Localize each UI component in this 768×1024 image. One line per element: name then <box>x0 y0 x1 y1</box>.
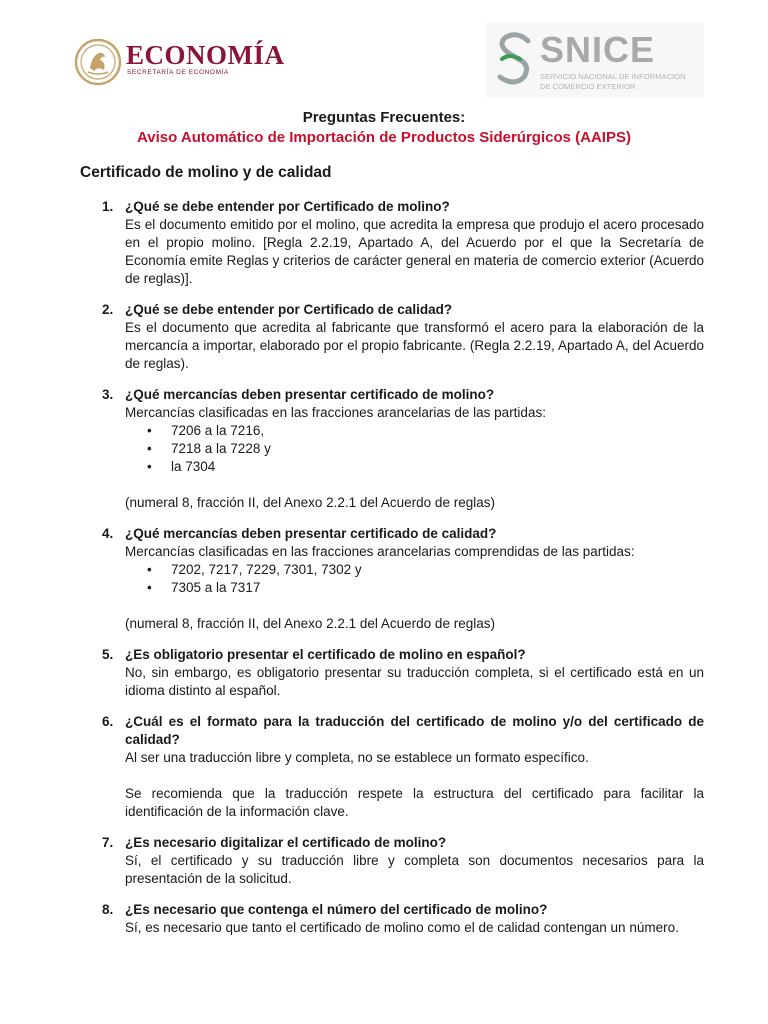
faq-answer: Sí, es necesario que tanto el certificado de molino como el de calidad contengan un número. <box>125 920 679 935</box>
faq-reference: (numeral 8, fracción II, del Anexo 2.2.1 del Acuerdo de reglas) <box>125 616 495 631</box>
snice-subtitle-line-1: SERVICIO NACIONAL DE INFORMACIÓN <box>540 72 686 81</box>
faq-question: ¿Qué se debe entender por Certificado de molino? <box>125 199 450 214</box>
title-line-2: Aviso Automático de Importación de Productos Siderúrgicos (AAIPS) <box>137 129 631 146</box>
faq-number: 1. <box>102 199 114 214</box>
faq-question: ¿Qué mercancías deben presentar certificado de molino? <box>125 387 495 402</box>
faq-item-3 <box>102 386 704 512</box>
faq-number: 4. <box>102 526 114 541</box>
faq-question: ¿Es obligatorio presentar el certificado de molino en español? <box>125 647 526 662</box>
faq-number: 7. <box>102 835 114 850</box>
document-title <box>0 108 768 148</box>
faq-answer: Sí, el certificado y su traducción libre y completa son documentos necesarios para la presentación de la solicitud. <box>125 853 704 886</box>
faq-question: ¿Qué se debe entender por Certificado de calidad? <box>125 302 453 317</box>
bullet-list <box>125 422 704 476</box>
list-item: • 7202, 7217, 7229, 7301, 7302 y <box>171 561 704 579</box>
title-line-1: Preguntas Frecuentes: <box>302 109 466 126</box>
faq-answer: Es el documento que acredita al fabricante que transformó el acero para la elaboración de la mercancía a importar, elaborado por el propio fabricante. (Regla 2.2.19, Apartado A, del Acuerdo de reglas). <box>125 320 704 371</box>
faq-answer-extra: Se recomienda que la traducción respete la estructura del certificado para facilitar la identificación de la información clave. <box>125 786 704 819</box>
faq-number: 3. <box>102 387 114 402</box>
faq-item-4 <box>102 525 704 633</box>
mexico-seal-icon <box>74 38 122 86</box>
section-title: Certificado de molino y de calidad <box>80 164 332 181</box>
faq-question: ¿Cuál es el formato para la traducción del certificado de molino y/o del certificado de calidad? <box>125 714 704 747</box>
faq-answer: Es el documento emitido por el molino, que acredita la empresa que produjo el acero procesado en el propio molino. [Regla 2.2.19, Apartado A, del Acuerdo por el que la Secretaría de Economía emite Reglas y criterios de carácter general en materia de comercio exterior (Acuerdo de reglas)]. <box>125 217 704 286</box>
faq-question: ¿Qué mercancías deben presentar certificado de calidad? <box>125 526 497 541</box>
faq-item-1 <box>102 198 704 288</box>
list-item: • 7206 a la 7216, <box>171 422 704 440</box>
faq-question: ¿Es necesario digitalizar el certificado de molino? <box>125 835 447 850</box>
faq-item-2 <box>102 301 704 373</box>
faq-number: 5. <box>102 647 114 662</box>
faq-item-6 <box>102 713 704 821</box>
faq-item-5 <box>102 646 704 700</box>
faq-question: ¿Es necesario que contenga el número del certificado de molino? <box>125 902 548 917</box>
snice-s-icon <box>494 29 536 89</box>
faq-item-7 <box>102 834 704 888</box>
economia-wordmark: ECONOMÍA <box>126 40 285 70</box>
faq-item-8 <box>102 901 704 937</box>
faq-number: 6. <box>102 714 114 729</box>
faq-answer: Mercancías clasificadas en las fracciones arancelarias de las partidas: <box>125 405 546 420</box>
economia-subtitle: SECRETARÍA DE ECONOMÍA <box>127 69 229 76</box>
faq-answer: Mercancías clasificadas en las fracciones arancelarias comprendidas de las partidas: <box>125 544 635 559</box>
snice-subtitle <box>540 72 700 92</box>
snice-wordmark: SNICE <box>540 29 656 70</box>
faq-number: 2. <box>102 302 114 317</box>
economia-logo <box>74 38 289 90</box>
list-item: • la 7304 <box>171 458 704 476</box>
faq-number: 8. <box>102 902 114 917</box>
faq-answer: Al ser una traducción libre y completa, no se establece un formato específico. <box>125 750 589 765</box>
faq-reference: (numeral 8, fracción II, del Anexo 2.2.1 del Acuerdo de reglas) <box>125 495 495 510</box>
faq-answer: No, sin embargo, es obligatorio presentar su traducción completa, si el certificado está en un idioma distinto al español. <box>125 665 704 698</box>
bullet-list <box>125 561 704 597</box>
snice-subtitle-line-2: DE COMERCIO EXTERIOR <box>540 82 636 91</box>
list-item: • 7305 a la 7317 <box>171 579 704 597</box>
page-header <box>0 0 768 100</box>
snice-logo <box>486 22 704 98</box>
faq-list <box>0 198 768 950</box>
list-item: • 7218 a la 7228 y <box>171 440 704 458</box>
